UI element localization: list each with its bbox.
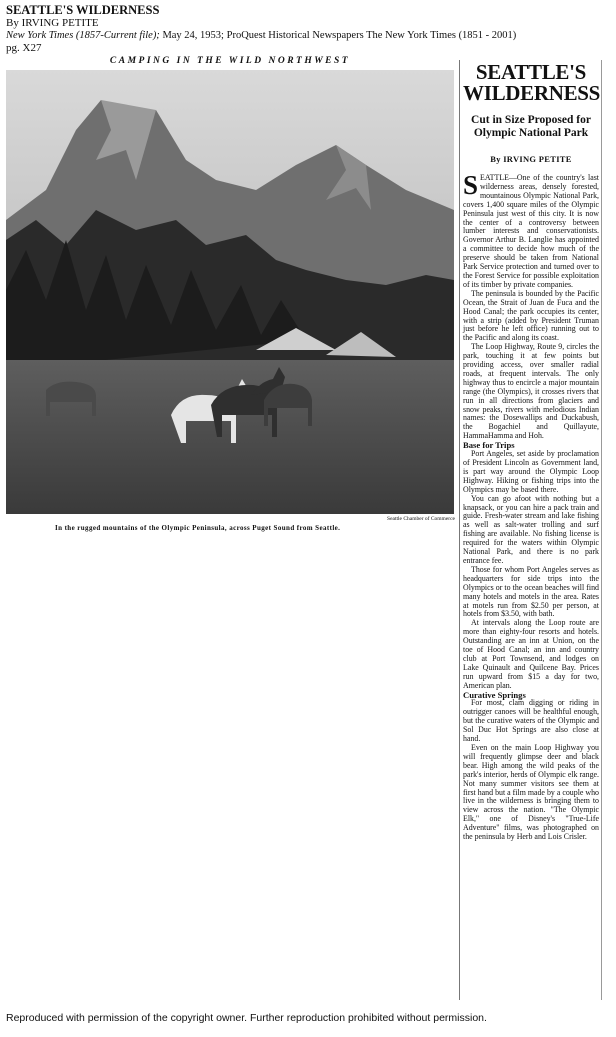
article-body bbox=[463, 170, 599, 842]
mountain-camp-photo bbox=[6, 70, 454, 514]
citation-page: pg. X27 bbox=[6, 41, 42, 54]
citation-publication: New York Times (1857-Current file); bbox=[6, 29, 160, 41]
citation-title: SEATTLE'S WILDERNESS bbox=[6, 3, 160, 17]
section-heading-base-for-trips: Base for Trips bbox=[463, 440, 515, 451]
article-headline: SEATTLE'S WILDERNESS bbox=[463, 60, 601, 105]
paragraph: Port Angeles, set aside by proclamation of President Lincoln as Government land, is part way around the Olympic Loop Highway. Hiking or fishing trips into the Olympics may be based there. bbox=[463, 449, 599, 494]
paragraph: The peninsula is bounded by the Pacific Ocean, the Strait of Juan de Fuca and the Hood Canal; the park occupies its center, with a strip (added by President Truman just before he left office) running out to the Pacific and along its coast. bbox=[463, 288, 599, 343]
article-byline: By IRVING PETITE bbox=[490, 154, 572, 164]
section-heading-curative-springs: Curative Springs bbox=[463, 689, 526, 700]
citation-date-db: May 24, 1953; ProQuest Historical Newspapers The New York Times (1851 - 2001) bbox=[159, 29, 517, 41]
paragraph: The Loop Highway, Route 9, circles the park, touching it at few points but providing access, over smaller radial roads, at frequent intervals. The only highway thus to encircle a major mountain range (the Olympics), it crosses rivers that run in all directions from glaciers and snow peaks, rivers with melodious Indian names: the Dosewallips and Duckabush, the Bogachiel and Quillayute, HammaHamma and Hoh. bbox=[463, 342, 599, 441]
photo-illustration bbox=[6, 70, 454, 514]
paragraph: SEATTLE—One of the country's last wilderness areas, densely forested, mountainous Olympic National Park, covers 1,400 square miles of the Olympic Peninsula just west of this city. It is now the center of a controversy between lumber interests and conservationists. Governor Arthur B. Langlie has appointed a committee to decide how much of the preserve should be taken from National Park Service protection and turned over to the Forest Service for possible exploitation of its timber by private companies. bbox=[463, 170, 599, 289]
paragraph: Even on the main Loop Highway you will frequently glimpse deer and black bear. High among the wild peaks of the park's interior, herds of Olympic elk range. Not many summer visitors see them at first hand but a film made by a couple who live in the wilderness is bringing them to view across the nation. "The Olympic Elk," one of Disney's "True-Life Adventure" films, was photographed on the peninsula by Herb and Lois Crisler. bbox=[463, 743, 599, 842]
article-subhead: Cut in Size Proposed for Olympic National Park bbox=[471, 114, 591, 139]
newspaper-article bbox=[0, 50, 616, 1010]
citation-header bbox=[6, 3, 606, 54]
photo-credit: Seattle Chamber of Commerce bbox=[387, 516, 455, 522]
photo-top-caption: CAMPING IN THE WILD NORTHWEST bbox=[109, 56, 351, 66]
article-column bbox=[463, 60, 599, 842]
citation-source bbox=[6, 30, 606, 42]
copyright-footer: Reproduced with permission of the copyright owner. Further reproduction prohibited without permission. bbox=[6, 1012, 487, 1024]
paragraph: You can go afoot with nothing but a knapsack, or you can hire a pack train and guide. Fresh-water stream and lake fishing as well as salt-water trolling and surf fishing are available. No fishing license is required for the waters within Olympic National Park, and there is no park entrance fee. bbox=[463, 493, 599, 565]
citation-author: By IRVING PETITE bbox=[6, 17, 99, 29]
photo-caption: In the rugged mountains of the Olympic Peninsula, across Puget Sound from Seattle. bbox=[55, 524, 341, 532]
column-rule bbox=[459, 60, 460, 1000]
column-rule-right bbox=[601, 60, 602, 1000]
paragraph: For most, clam digging or riding in outrigger canoes will be healthful enough, but the curative waters of the Olympic and Sol Duc Hot Springs are also close at hand. bbox=[463, 698, 599, 744]
paragraph: At intervals along the Loop route are more than eighty-four resorts and hotels. Outstanding are an inn at Union, on the toe of Hood Canal; an inn and country club at Port Townsend, and lodges on Lake Quinault and Quilcene Bay. Prices run upward from $15 a day for two, American plan. bbox=[463, 618, 599, 690]
paragraph: Those for whom Port Angeles serves as headquarters for side trips into the Olympics or to the ocean beaches will find many hotels and motels in the area. Rates at motels run from $2.50 per person, at hotels from $3.50, with bath. bbox=[463, 564, 599, 619]
